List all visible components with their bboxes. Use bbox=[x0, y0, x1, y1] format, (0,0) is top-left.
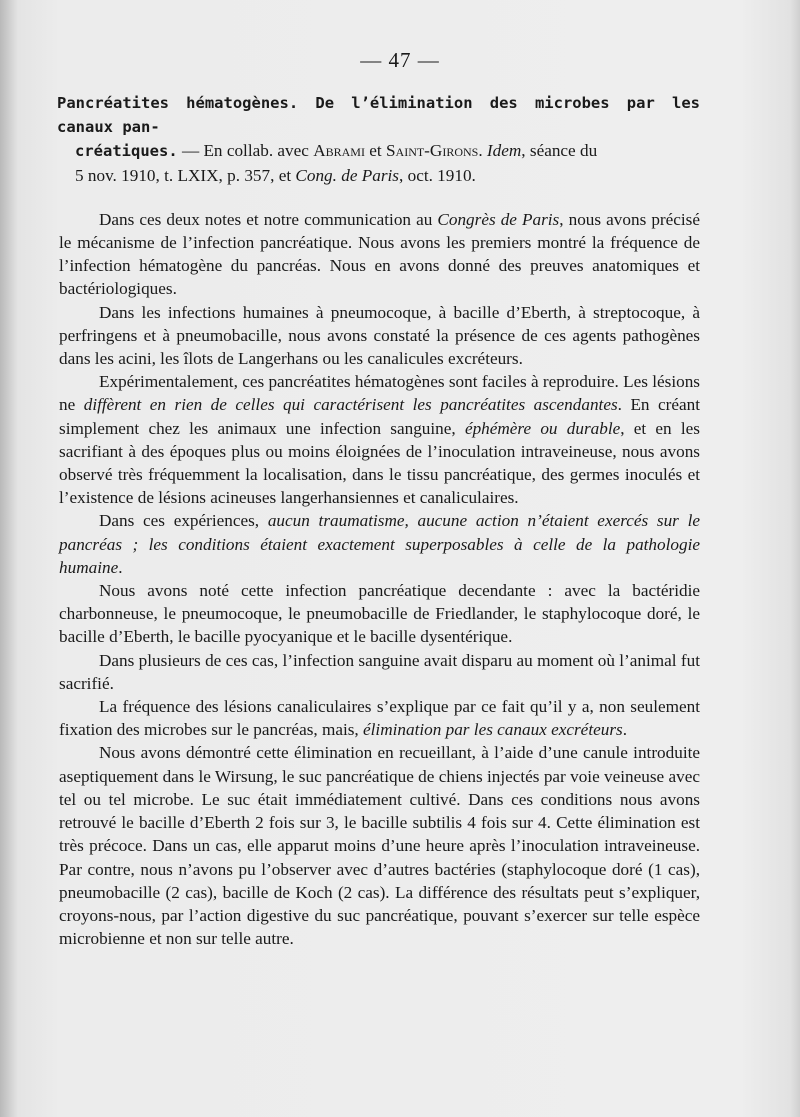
paragraph-6: Dans plusieurs de ces cas, l’infection sanguine avait disparu au moment où l’animal fut sacrifié. bbox=[59, 650, 700, 693]
paragraph-text: . En créant simplement chez les animaux une infection sanguine, bbox=[59, 395, 700, 438]
paragraph-5: Nous avons noté cette infection pancréatique decendante : avec la bactéridie charbonneuse, le pneumocoque, le pneumobacille de Friedlander, le staphylocoque doré, le bacille d’Eberth, le bacille pyocyanique et le bacille dysentérique. bbox=[59, 581, 700, 647]
paragraph-3 bbox=[59, 370, 700, 509]
paragraph-text: Expérimentalement, ces pancréatites hématogènes sont faciles à reproduire. Les lésions ne bbox=[59, 372, 700, 415]
paragraph-2: Dans les infections humaines à pneumocoque, à bacille d’Eberth, à streptocoque, à perfringens et à pneumobacille, nous avons constaté la présence de ces agents pathogènes dans les acini, les îlots de Langerhans ou les canalicules excréteurs. bbox=[59, 302, 700, 369]
paragraph-emphasis: aucun traumatisme, aucune action n’étaient exercés sur le pancréas ; les conditions étaient exactement superposables à celle de la pathologie humaine bbox=[59, 511, 700, 577]
paragraph-8: Nous avons démontré cette élimination en recueillant, à l’aide d’une canule introduite aseptiquement dans le Wirsung, le suc pancréatique de chiens injectés par voie veineuse avec tel ou tel microbe. Le suc était immédiatement cultivé. Dans ces conditions nous avons retrouvé le bacille d’Eberth 2 fois sur 3, le bacille subtilis 4 fois sur 4. Cette élimination est très précoce. Dans un cas, elle apparut moins d’une heure après l’inoculation intraveineuse. Par contre, nous n’avons pu l’observer avec d’autres bactéries (staphylocoque doré (1 cas), pneumobacille (2 cas), bacille de Koch (2 cas). La différence des résultats peut s’expliquer, croyons-nous, par l’action digestive du suc pancréatique, pouvant s’exercer sur telle espèce microbienne et non sur telle autre. bbox=[59, 743, 700, 949]
paragraph-text: . bbox=[622, 720, 627, 740]
entry-idem: Idem bbox=[486, 141, 522, 161]
paragraph-text: , nous avons précisé le mécanisme de l’infection pancréatique. Nous avons les premiers montré la fréquence de l’infection hématogène du pancréas. Nous en avons donné des preuves anatomiques et bactériologiques. bbox=[59, 209, 700, 299]
coauthor-abrami: Abrami bbox=[313, 141, 365, 161]
paragraph-text: La fréquence des lésions canaliculaires s’explique par ce fait qu’il y a, non seulement fixation des microbes sur le pancréas, mais, bbox=[59, 697, 700, 740]
paragraph-emphasis: diffèrent en rien de celles qui caractérisent les pancréatites ascendantes bbox=[83, 395, 618, 415]
entry-title bbox=[57, 94, 700, 188]
entry-title-part1: Pancréatites hématogènes. De l’élimination des microbes par les canaux pan- bbox=[57, 94, 700, 137]
entry-ref-text: , oct. 1910. bbox=[399, 165, 476, 185]
entry-ref-text: 5 nov. 1910, t. LXIX, p. 357, et bbox=[75, 165, 296, 185]
article-body bbox=[57, 208, 700, 951]
entry-ref-text: — En collab. avec bbox=[177, 141, 314, 161]
paragraph-text: . bbox=[118, 557, 123, 577]
paragraph-emphasis: élimination par les canaux excréteurs bbox=[363, 720, 623, 740]
paragraph-text: Dans ces expériences, bbox=[99, 511, 268, 531]
entry-title-part2: créatiques. bbox=[75, 142, 178, 161]
page-content bbox=[57, 91, 700, 950]
paragraph-emphasis: Congrès de Paris bbox=[437, 209, 560, 229]
entry-congres: Cong. de Paris bbox=[295, 165, 399, 185]
entry-ref-text: et bbox=[364, 141, 386, 161]
coauthor-saint-girons: Saint-Girons bbox=[385, 141, 479, 161]
page-number: — 47 — bbox=[360, 48, 440, 72]
paragraph-4 bbox=[59, 509, 700, 579]
paragraph-1 bbox=[59, 208, 700, 301]
paragraph-emphasis: éphémère ou durable bbox=[464, 418, 621, 438]
paragraph-text: Dans ces deux notes et notre communication au bbox=[99, 209, 438, 229]
paragraph-7 bbox=[59, 695, 700, 741]
paragraph-text: , et en les sacrifiant à des époques plus ou moins éloignées de l’inoculation intraveineuse, nous avons observé très fréquemment la localisation, dans le tissu pancréatique, des germes inoculés et l’existence de lésions acineuses langerhansiennes et canaliculaires. bbox=[59, 418, 700, 508]
entry-ref-text: . bbox=[478, 141, 487, 161]
bibliography-entry bbox=[57, 91, 700, 188]
entry-ref-text: , séance du bbox=[521, 141, 598, 161]
